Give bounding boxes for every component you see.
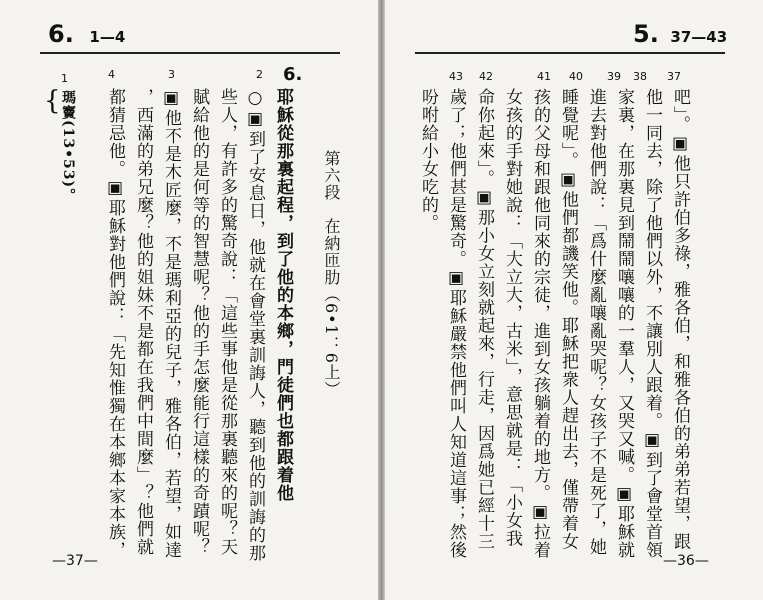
section-title: 第六段 在納匝肋（6•1：6上） [322, 150, 341, 398]
text-column: 睡覺呢」。▣他們都譏笑他。耶穌把衆人趕出去，僅帶着女 [558, 88, 578, 551]
margin-brace: { [44, 86, 61, 116]
verse-number: 37 [667, 70, 681, 83]
ref-number: 1 [61, 72, 68, 85]
text-column: 吧」。▣他只許伯多祿，雅各伯，和雅各伯的弟弟若望，跟 [670, 88, 690, 551]
right-header-chapter: 5. [633, 20, 659, 48]
right-header-rule [415, 52, 725, 54]
left-header-rule [40, 52, 340, 54]
verse-number: 4 [108, 68, 115, 81]
left-page [0, 0, 378, 600]
section-number: 6. [283, 64, 303, 85]
text-column: 進去對他們說：「爲什麼亂嚷亂哭呢？女孩子不是死了，她 [586, 88, 606, 556]
right-header [633, 20, 727, 48]
text-column: ，西滿的弟兄麼？他的姐妹不是都在我們中間麼」？他們就 [133, 88, 153, 556]
book-gutter [378, 0, 385, 600]
text-column: 都猜忌他。▣耶穌對他們說：「先知惟獨在本鄉本家本族， [105, 88, 125, 559]
text-column: ○▣到了安息日，他就在會堂裏訓誨人，聽到他的訓誨的那 [245, 88, 265, 562]
text-column: 他一同去，除了他們以外，不讓別人跟着。▣到了會堂首領 [642, 88, 662, 559]
verse-number: 41 [537, 70, 551, 83]
verse-number: 40 [569, 70, 583, 83]
text-column: 命你起來」。▣那小女立刻就起來，行走，因爲她已經十三 [474, 88, 494, 551]
left-footer: —37— [52, 553, 98, 569]
left-header-range: 1—4 [89, 28, 126, 46]
text-column: 孩的父母和跟他同來的宗徒，進到女孩躺着的地方。▣拉着 [530, 88, 550, 559]
text-column: 賦給他的是何等的智慧呢？他的手怎麼能行這樣的奇蹟呢？ [189, 88, 209, 556]
verse-number: 42 [479, 70, 493, 83]
verse-number: 38 [633, 70, 647, 83]
text-column: ▣他不是木匠麼，不是瑪利亞的兒子，雅各伯，若望，如達 [161, 88, 181, 559]
right-header-range: 37—43 [670, 28, 728, 46]
right-page [385, 0, 763, 600]
text-column: 吩咐給小女吃的。 [418, 88, 438, 232]
verse-number: 3 [168, 68, 175, 81]
text-column: 女孩的手對她說：「大立大，古米」，意思就是：「小女我 [502, 88, 522, 548]
verse-number: 39 [607, 70, 621, 83]
text-column: 歲了；他們甚是驚奇。▣耶穌嚴禁他們叫人知道這事；然後 [446, 88, 466, 559]
right-footer: —36— [663, 553, 709, 569]
verse-number: 2 [256, 68, 263, 81]
ref-text: 瑪竇(13•53)。 [60, 90, 76, 204]
left-header-chapter: 6. [48, 20, 74, 48]
text-column: 耶穌從那裏起程，到了他的本鄉，門徒們也都跟着他 [273, 88, 293, 502]
text-column: 家裏，在那裏見到鬧鬧嚷嚷的一羣人，又哭又喊。▣耶穌就 [614, 88, 634, 559]
left-header [48, 20, 125, 48]
text-column: 些人，有許多的驚奇說：「這些事他是從那裏聽來的呢？天 [217, 88, 237, 556]
verse-number: 43 [449, 70, 463, 83]
